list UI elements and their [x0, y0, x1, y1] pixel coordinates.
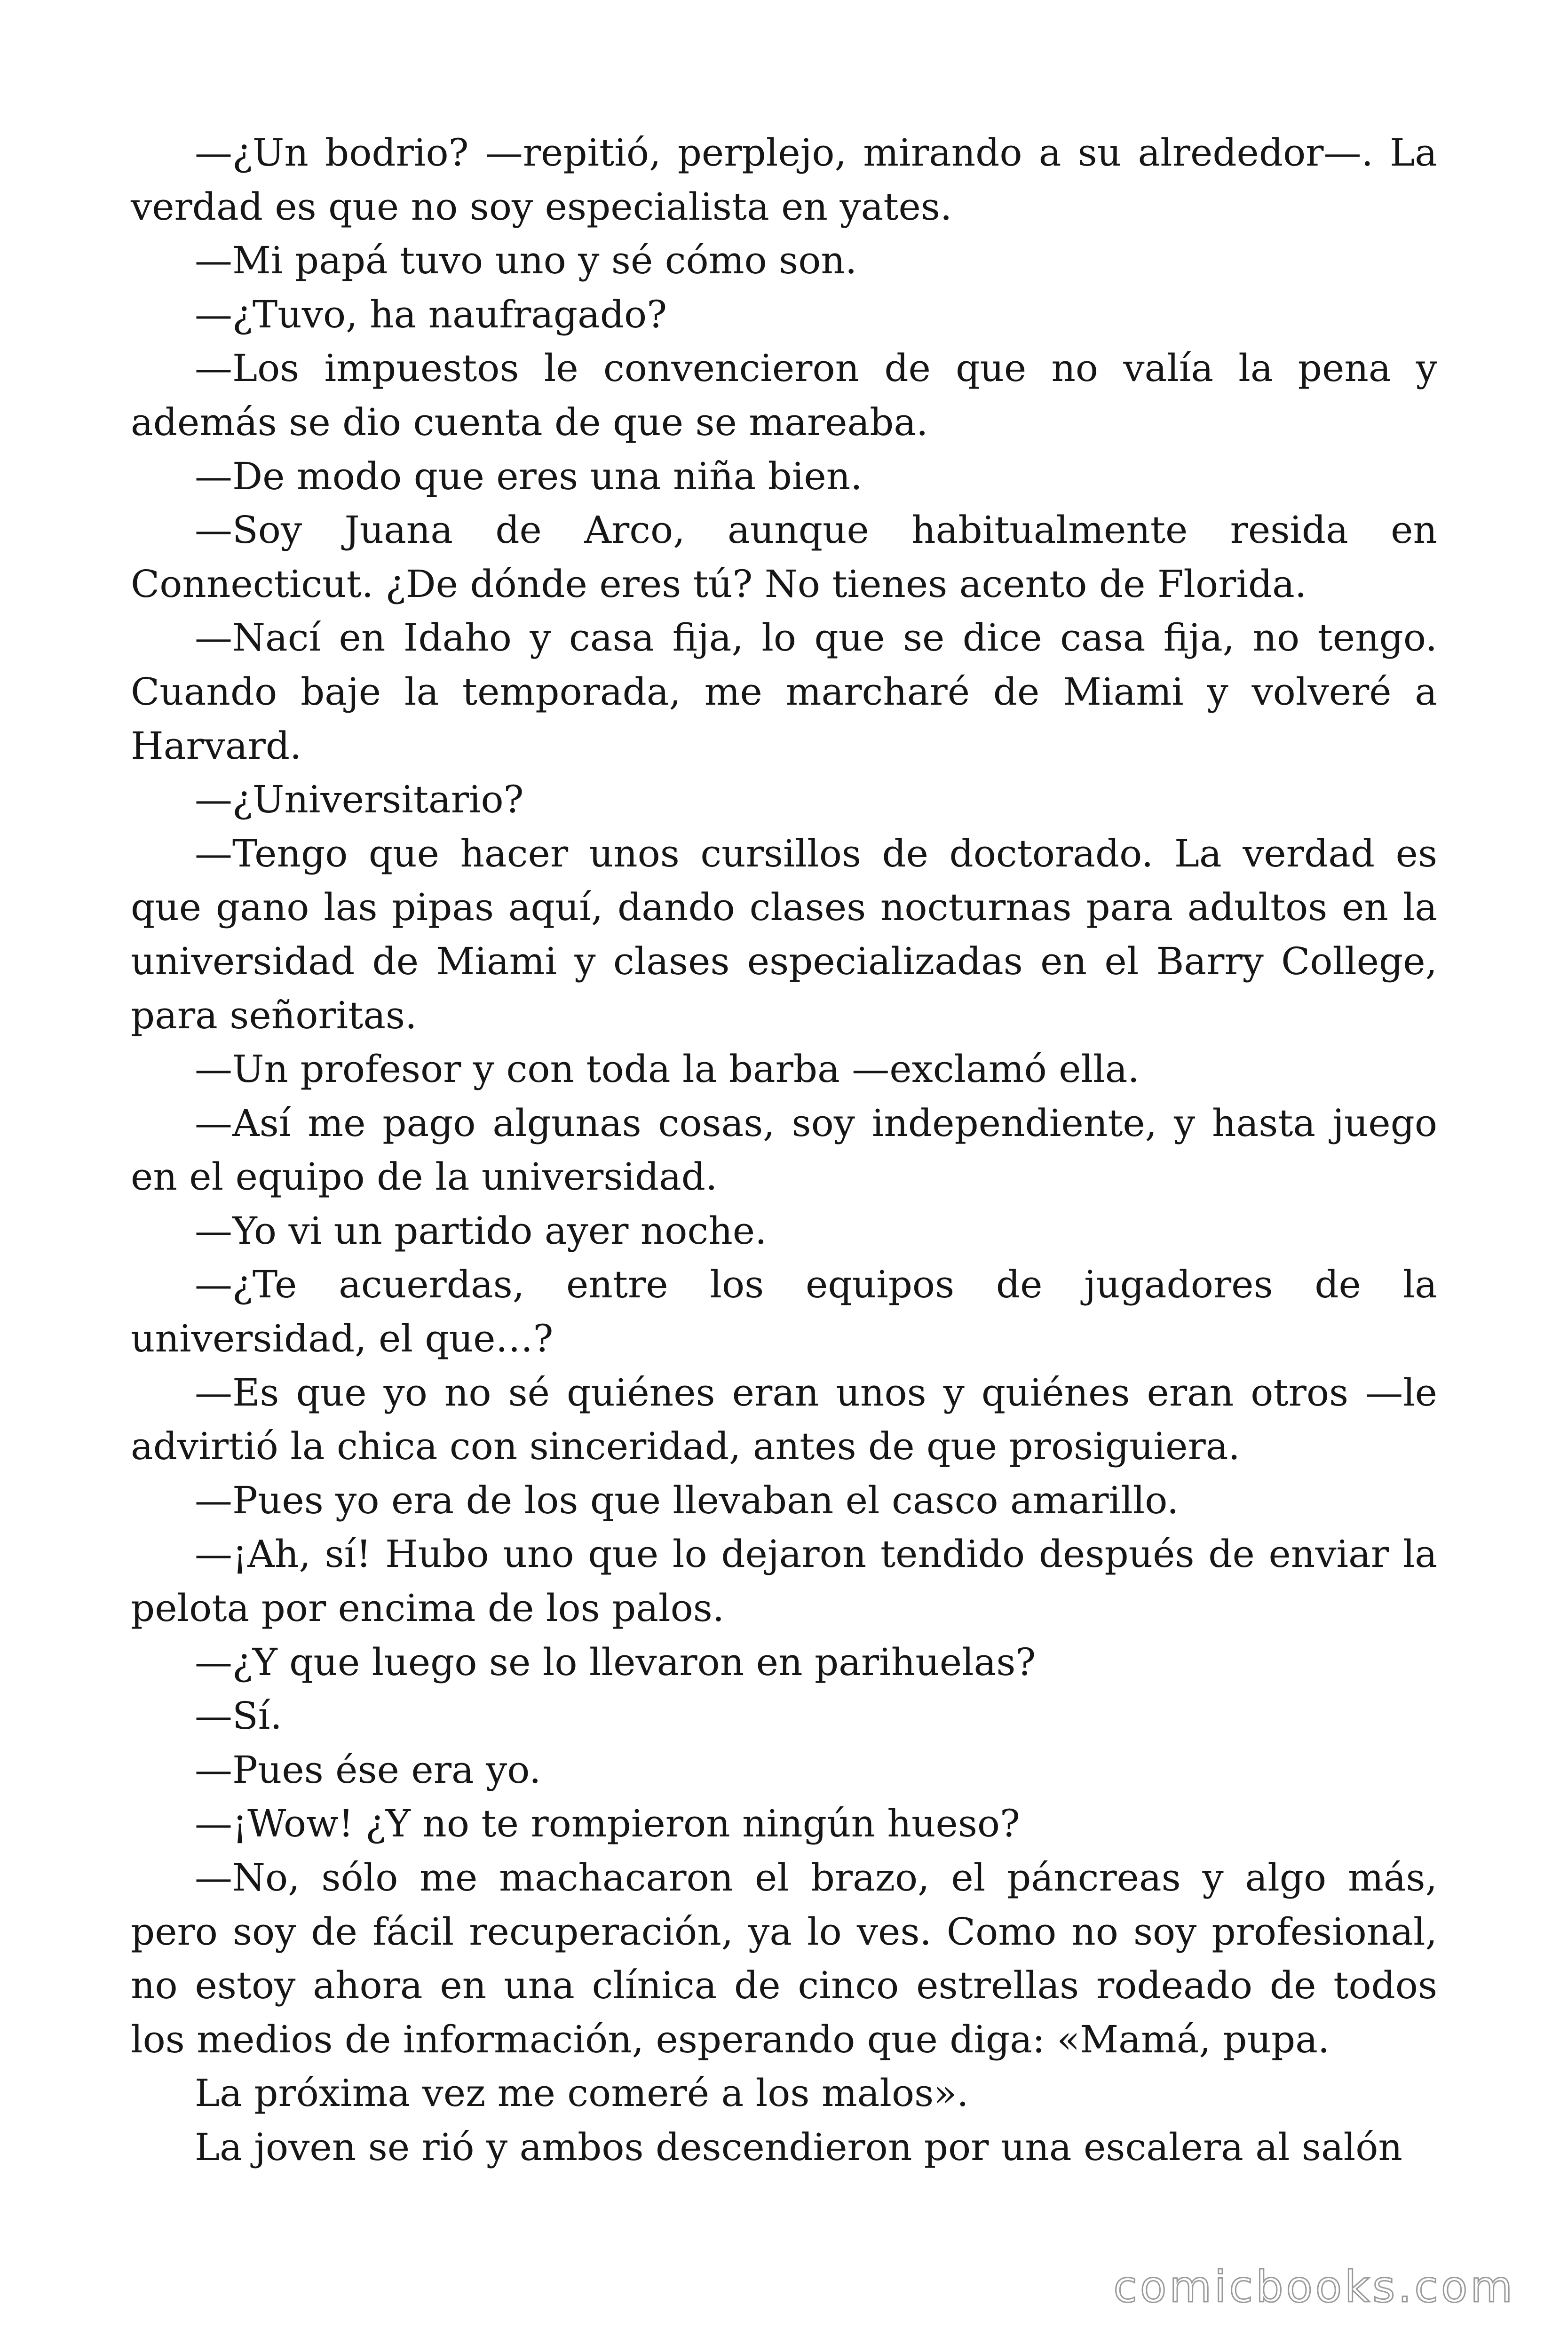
paragraph: —Soy Juana de Arco, aunque habitualmente resida en Connecticut. ¿De dónde eres tú? No tienes acento de Florida. [131, 508, 1437, 606]
paragraph: —Pues yo era de los que llevaban el casco amarillo. [195, 1478, 1179, 1522]
paragraph: La joven se rió y ambos descendieron por una escalera al salón [195, 2125, 1402, 2169]
paragraph: —Nací en Idaho y casa fija, lo que se dice casa fija, no tengo. Cuando baje la temporada, me marcharé de Miami y volveré a Harvard. [131, 616, 1437, 768]
paragraph: —De modo que eres una niña bien. [195, 454, 863, 498]
paragraph: —¿Un bodrio? —repitió, perplejo, mirando a su alrededor—. La verdad es que no soy especialista en yates. [131, 131, 1437, 229]
paragraph: —Tengo que hacer unos cursillos de doctorado. La verdad es que gano las pipas aquí, dando clases nocturnas para adultos en la universidad de Miami y clases especializadas en el Barry College, para señoritas. [131, 831, 1437, 1037]
paragraph: —¿Tuvo, ha naufragado? [195, 292, 667, 336]
paragraph: —¡Ah, sí! Hubo uno que lo dejaron tendido después de enviar la pelota por encima de los palos. [131, 1532, 1437, 1630]
body-text [131, 126, 1437, 2175]
paragraph: La próxima vez me comeré a los malos». [195, 2071, 969, 2115]
paragraph: —¿Y que luego se lo llevaron en parihuelas? [195, 1640, 1036, 1684]
paragraph: —Un profesor y con toda la barba —exclamó ella. [195, 1047, 1140, 1091]
paragraph: —¿Universitario? [195, 778, 524, 822]
paragraph: —¡Wow! ¿Y no te rompieron ningún hueso? [195, 1802, 1020, 1846]
paragraph: —¿Te acuerdas, entre los equipos de jugadores de la universidad, el que…? [131, 1263, 1437, 1361]
paragraph: —Sí. [195, 1694, 282, 1738]
paragraph: —Así me pago algunas cosas, soy independiente, y hasta juego en el equipo de la universidad. [131, 1101, 1437, 1199]
paragraph: —Es que yo no sé quiénes eran unos y quiénes eran otros —le advirtió la chica con sinceridad, antes de que prosiguiera. [131, 1370, 1437, 1469]
paragraph: —Yo vi un partido ayer noche. [195, 1208, 767, 1253]
watermark: comicbooks.com [1113, 2262, 1515, 2312]
paragraph: —Los impuestos le convencieron de que no valía la pena y además se dio cuenta de que se mareaba. [131, 346, 1437, 444]
paragraph: —Mi papá tuvo uno y sé cómo son. [195, 238, 857, 283]
paragraph: —No, sólo me machacaron el brazo, el páncreas y algo más, pero soy de fácil recuperación, ya lo ves. Como no soy profesional, no estoy ahora en una clínica de cinco estrellas rodeado de todos los medios de información, esperando que diga: «Mamá, pupa. [131, 1856, 1437, 2061]
paragraph: —Pues ése era yo. [195, 1748, 541, 1792]
